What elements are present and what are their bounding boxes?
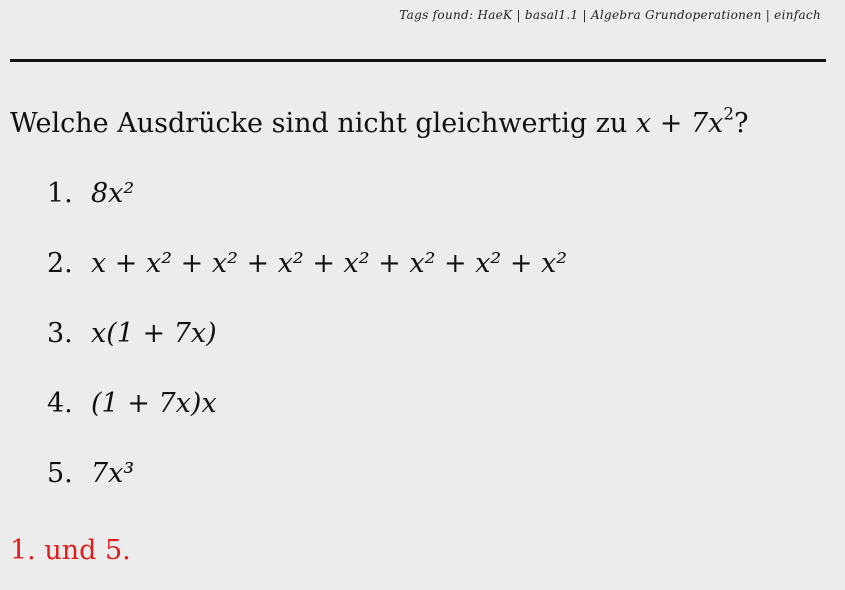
tags-line: Tags found: HaeK | basal1.1 | Algebra Grundoperationen | einfach [399, 8, 821, 22]
option-number: 4. [47, 388, 73, 419]
option-3 [47, 318, 567, 388]
option-number: 1. [47, 178, 73, 209]
question-expression: $x + 7x^2$ [635, 103, 734, 139]
option-expression: x(1 + 7x) [91, 318, 217, 349]
options-list [47, 178, 567, 528]
option-number: 2. [47, 248, 73, 279]
answer-text: 1. und 5. [10, 535, 131, 566]
option-2 [47, 248, 567, 318]
question-label: Welche Ausdrücke sind nicht gleichwertig zu [10, 108, 628, 139]
option-number: 3. [47, 318, 73, 349]
option-5 [47, 458, 567, 528]
divider-rule [10, 59, 826, 62]
option-expression: (1 + 7x)x [91, 388, 217, 419]
question-text [10, 103, 749, 139]
option-1 [47, 178, 567, 248]
option-expression: x + x² + x² + x² + x² + x² + x² + x² [91, 248, 568, 279]
option-number: 5. [47, 458, 73, 489]
option-expression: 7x³ [91, 458, 135, 489]
option-4 [47, 388, 567, 458]
option-expression: 8x² [91, 178, 135, 209]
question-mark: ? [734, 108, 749, 139]
